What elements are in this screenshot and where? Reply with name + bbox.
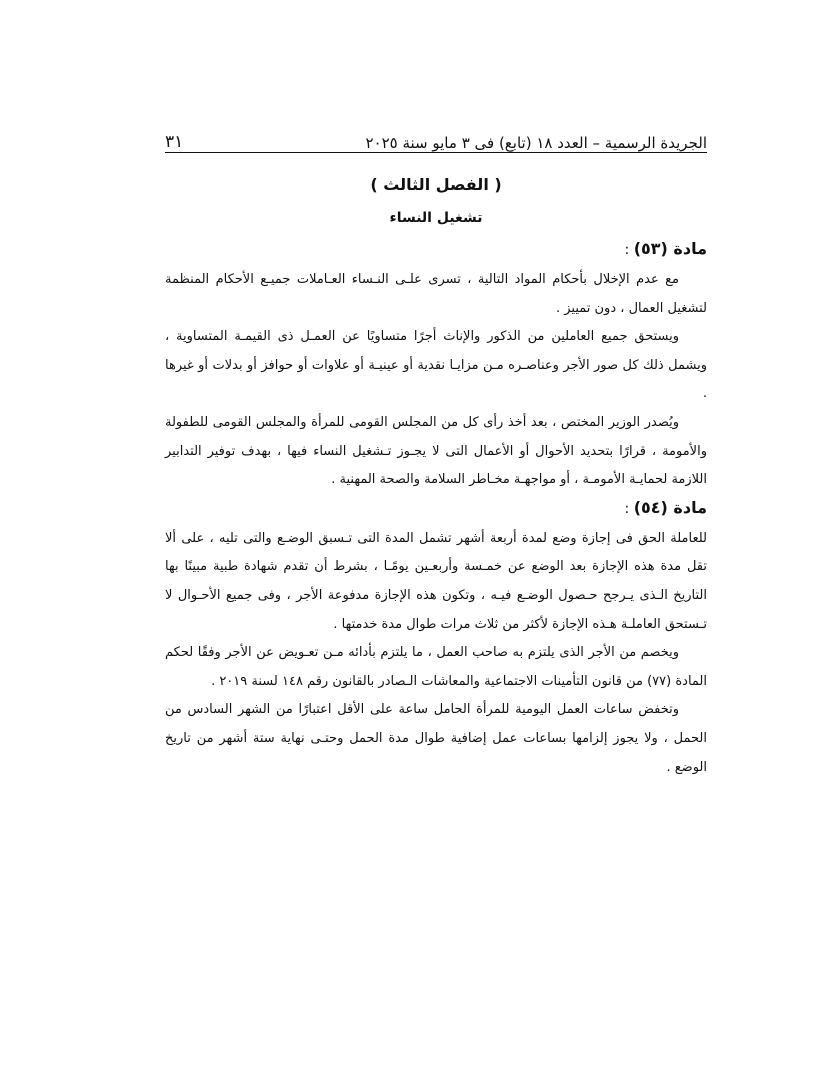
article-label: مادة (٥٤): [633, 497, 707, 517]
page-number: ٣١: [165, 132, 184, 152]
article-label-suffix: :: [624, 242, 634, 258]
article-paragraph: للعاملة الحق فى إجازة وضع لمدة أربعة أشهر تشمل المدة التى تـسبق الوضـع والتى تليه ، على ألا تقل مدة هذه الإجازة بعد الوضع عن خمـسة وأربعـين يومًـا ، بشرط أن تقدم شهادة طبية مبينًا بها التاريخ الـذى يـرجح حـصول الوضـع فيـه ، وتكون هذه الإجازة مدفوعة الأجر ، وفى جميع الأحـوال لا تـستحق العاملـة هـذه الإجازة لأكثر من ثلاث مرات طوال مدة خدمتها .: [165, 530, 707, 632]
article-paragraph: وتخفض ساعات العمل اليومية للمرأة الحامل ساعة على الأقل اعتبارًا من الشهر السادس من الحمل ، ولا يجوز إلزامها بساعات عمل إضافية طوال مدة الحمل وحتـى نهاية ستة أشهر من تاريخ الوضع .: [165, 702, 707, 775]
article-paragraph: مع عدم الإخلال بأحكام المواد التالية ، تسرى علـى النـساء العـاملات جميـع الأحكام المنظمة لتشغيل العمال ، دون تمييز .: [165, 272, 707, 316]
page-content: [165, 170, 707, 782]
article-paragraph: ويُصدر الوزير المختص ، بعد أخذ رأى كل من المجلس القومى للمرأة والمجلس القومى للطفولة والأمومة ، قرارًا بتحديد الأحوال أو الأعمال التى لا يجـوز تـشغيل النساء فيها ، بهدف توفير التدابير اللازمة لحمايـة الأمومـة ، أو مواجهـة مخـاطر السلامة والصحة المهنية .: [165, 414, 707, 488]
article-heading: [165, 236, 707, 262]
article-heading: [165, 495, 707, 521]
article-label-suffix: :: [624, 500, 634, 517]
header-title: الجريدة الرسمية – العدد ١٨ (تابع) فى ٣ مايو سنة ٢٠٢٥: [365, 134, 707, 152]
chapter-title: ( الفصل الثالث ): [370, 175, 502, 194]
header-divider: [165, 152, 707, 153]
article-paragraph: ويستحق جميع العاملين من الذكور والإناث أجرًا متساويًا عن العمـل ذى القيمـة المتساوية ، ويشمل ذلك كل صور الأجر وعناصـره مـن مزايـا نقدية أو عينيـة أو علاوات أو حوافز أو بدلات أو غيرها .: [165, 329, 707, 402]
article-paragraph: ويخصم من الأجر الذى يلتزم به صاحب العمل ، ما يلتزم بأدائه مـن تعـويض عن الأجر وفقًا لحكم المادة (٧٧) من قانون التأمينات الاجتماعية والمعاشات الـصادر بالقانون رقم ١٤٨ لسنة ٢٠١٩ .: [165, 645, 707, 689]
chapter-subtitle: تشغيل النساء: [389, 210, 483, 226]
page-header: [165, 116, 707, 152]
article-label: مادة (٥٣): [633, 239, 707, 258]
